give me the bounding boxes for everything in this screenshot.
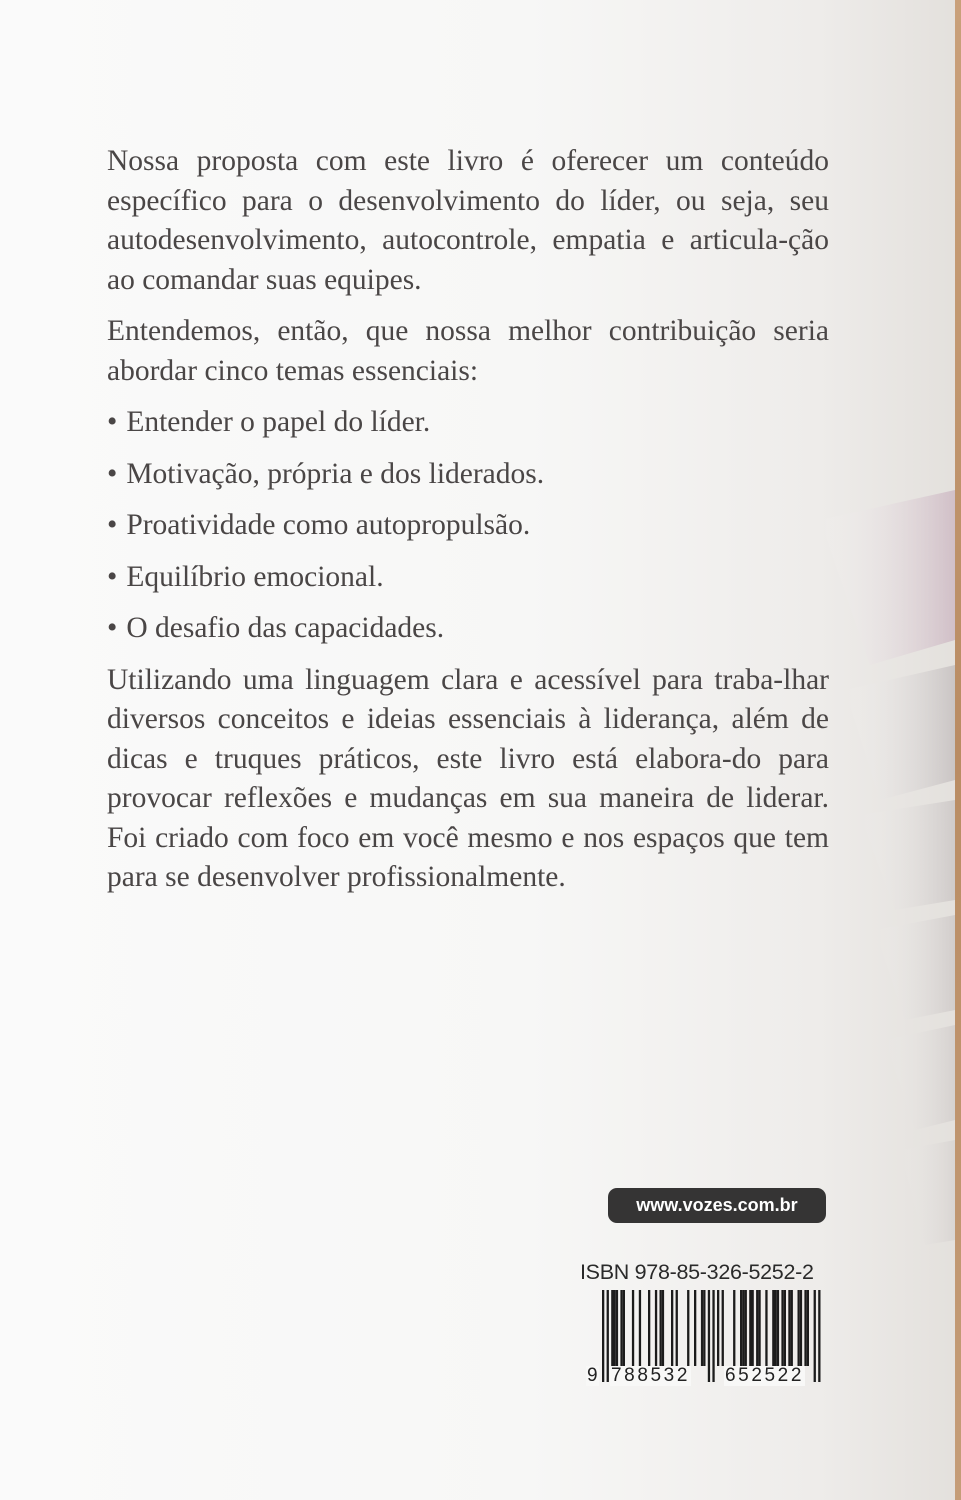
barcode-bar — [607, 1290, 609, 1382]
barcode-bar — [818, 1290, 820, 1382]
barcode-bar — [765, 1290, 767, 1366]
barcode-bar — [701, 1290, 703, 1366]
barcode-bar — [687, 1290, 689, 1366]
bullet-item — [107, 609, 829, 649]
closing-paragraph: Utilizando uma linguagem clara e acessível para traba-lhar diversos conceitos e ideias essenciais à liderança, além de dicas e truques práticos, este livro está elabora-do para provocar reflexões e mudanças em sua maneira de liderar. Foi criado com foco em você mesmo e nos espaços que tem para se desenvolver profissionalmente. — [107, 663, 829, 893]
isbn-barcode — [586, 1290, 840, 1388]
barcode-bar — [694, 1290, 696, 1366]
barcode-bar — [788, 1290, 790, 1366]
barcode-bar — [662, 1290, 664, 1366]
barcode-bar — [614, 1290, 616, 1366]
barcode-bar — [620, 1290, 622, 1366]
barcode-bar — [611, 1290, 613, 1366]
barcode-digits-right: 652522 — [725, 1365, 805, 1386]
barcode-bar — [800, 1290, 802, 1366]
barcode-bar — [798, 1290, 800, 1366]
barcode-bar — [777, 1290, 779, 1366]
barcode-bar — [616, 1290, 618, 1366]
barcode-bar — [784, 1290, 786, 1366]
barcode-bar — [758, 1290, 760, 1366]
bullet-item — [107, 506, 829, 546]
bullet-item — [107, 558, 829, 598]
bullet-item — [107, 455, 829, 495]
barcode-bar — [717, 1290, 719, 1366]
barcode-bar — [740, 1290, 742, 1366]
barcode-bar — [742, 1290, 744, 1366]
barcode-bar — [708, 1290, 710, 1382]
barcode-bar — [671, 1290, 673, 1366]
barcode-bar — [814, 1290, 816, 1382]
bullet-item — [107, 403, 829, 443]
bullet-text: Entender o papel do líder. — [126, 406, 431, 438]
barcode-bar — [775, 1290, 777, 1366]
barcode-digits-left: 788532 — [611, 1365, 691, 1386]
isbn-label: ISBN 978-85-326-5252-2 — [580, 1260, 814, 1284]
barcode-bar — [722, 1290, 724, 1366]
barcode-bar — [676, 1290, 678, 1366]
bullet-dot: • — [107, 406, 118, 438]
barcode-bar — [804, 1290, 806, 1366]
spine-edge — [955, 0, 961, 1500]
barcode-bar — [749, 1290, 751, 1366]
bullet-dot: • — [107, 509, 118, 541]
publisher-url-badge: www.vozes.com.br — [608, 1188, 826, 1223]
barcode-bar — [632, 1290, 634, 1366]
barcode-bar — [660, 1290, 662, 1366]
barcode-bar — [752, 1290, 754, 1366]
barcode-bar — [602, 1290, 604, 1382]
barcode-bar — [703, 1290, 705, 1366]
bullet-text: O desafio das capacidades. — [126, 612, 445, 644]
bullet-dot: • — [107, 457, 118, 490]
barcode-bar — [733, 1290, 735, 1366]
back-cover-text — [107, 142, 829, 910]
barcode-digit-first: 9 — [587, 1365, 598, 1386]
bullet-dot: • — [107, 612, 118, 644]
bullet-text: Proatividade como autopropulsão. — [126, 509, 531, 541]
barcode-bar — [745, 1290, 747, 1366]
barcode-bar — [655, 1290, 657, 1366]
barcode-bar — [648, 1290, 650, 1366]
bullet-dot: • — [107, 560, 118, 593]
bullet-text: Motivação, própria e dos liderados. — [126, 457, 545, 490]
barcode-bar — [772, 1290, 774, 1366]
barcode-bar — [781, 1290, 783, 1366]
intro-paragraph: Nossa proposta com este livro é oferecer um conteúdo específico para o desenvolvimento do líder, ou seja, seu autodesenvolvimento, autocontrole, empatia e articula-ção ao comandar suas equipes. — [107, 145, 829, 296]
barcode-bar — [639, 1290, 641, 1366]
barcode-bar — [623, 1290, 625, 1366]
barcode-bar — [712, 1290, 714, 1382]
themes-intro-paragraph: Entendemos, então, que nossa melhor contribuição seria abordar cinco temas essenciais: — [107, 315, 829, 387]
bullet-text: Equilíbrio emocional. — [126, 560, 384, 593]
barcode-bar — [791, 1290, 793, 1366]
barcode-bar — [807, 1290, 809, 1366]
barcode-bar — [756, 1290, 758, 1366]
